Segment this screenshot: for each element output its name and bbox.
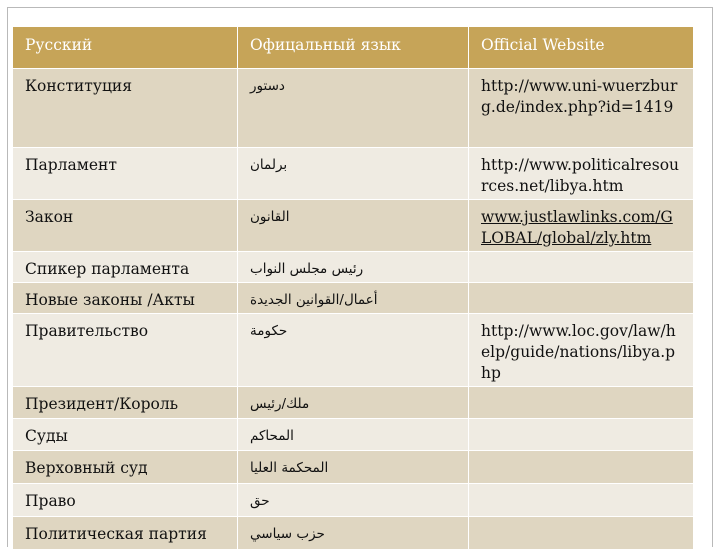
arabic-term: ملك/رئيس [238, 387, 469, 419]
table-row [13, 314, 694, 387]
russian-term: Президент/Король [13, 387, 238, 419]
russian-term: Правительство [13, 314, 238, 387]
table-row [13, 419, 694, 451]
table-row [13, 484, 694, 517]
table-row [13, 283, 694, 314]
russian-term: Парламент [13, 148, 238, 200]
website-cell [469, 387, 694, 419]
table-row [13, 252, 694, 283]
arabic-term: المحكمة العليا [238, 451, 469, 484]
website-cell [469, 484, 694, 517]
arabic-term: برلمان [238, 148, 469, 200]
arabic-term: القانون [238, 200, 469, 252]
table-row [13, 200, 694, 252]
russian-term: Новые законы /Акты [13, 283, 238, 314]
website-link[interactable]: http://www.politicalresources.net/libya.htm [469, 148, 694, 200]
header-official-language: Офицальный язык [238, 27, 469, 69]
table-row [13, 69, 694, 148]
arabic-term: حكومة [238, 314, 469, 387]
table-row [13, 517, 694, 550]
russian-term: Верховный суд [13, 451, 238, 484]
russian-term: Политическая партия [13, 517, 238, 550]
arabic-term: حزب سياسي [238, 517, 469, 550]
website-cell [469, 419, 694, 451]
website-cell [469, 451, 694, 484]
arabic-term: أعمال/القوانين الجديدة [238, 283, 469, 314]
russian-term: Конституция [13, 69, 238, 148]
header-russian: Русский [13, 27, 238, 69]
website-link[interactable]: www.justlawlinks.com/GLOBAL/global/zly.htm [469, 200, 694, 252]
header-official-website: Official Website [469, 27, 694, 69]
website-cell [469, 517, 694, 550]
website-link[interactable]: http://www.loc.gov/law/help/guide/nations/libya.php [469, 314, 694, 387]
arabic-term: المحاكم [238, 419, 469, 451]
vocabulary-table [12, 26, 694, 550]
table-row [13, 451, 694, 484]
arabic-term: حق [238, 484, 469, 517]
russian-term: Суды [13, 419, 238, 451]
website-cell [469, 283, 694, 314]
russian-term: Закон [13, 200, 238, 252]
russian-term: Спикер парламента [13, 252, 238, 283]
table-row [13, 148, 694, 200]
table-row [13, 387, 694, 419]
website-link[interactable]: http://www.uni-wuerzburg.de/index.php?id=1419 [469, 69, 694, 148]
table-header-row [13, 27, 694, 69]
arabic-term: دستور [238, 69, 469, 148]
russian-term: Право [13, 484, 238, 517]
website-cell [469, 252, 694, 283]
arabic-term: رئيس مجلس النواب [238, 252, 469, 283]
